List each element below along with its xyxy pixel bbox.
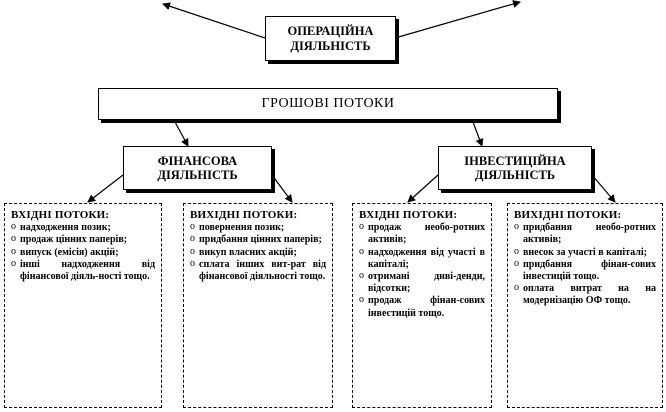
list-item: o продаж цінних паперів;: [11, 234, 155, 246]
operational-activity-box: [265, 16, 396, 61]
arrow-top-right: [395, 2, 520, 38]
list-item: o оплата витрат на на модернізацію ОФ тощо.: [514, 283, 656, 307]
investment-outflows-box: [507, 203, 663, 408]
column-title: ВИХІДНІ ПОТОКИ:: [514, 209, 622, 221]
arrow-financial-in: [88, 175, 123, 202]
arrow-center-to-left: [175, 122, 188, 146]
financial-activity-line1: ФІНАНСОВА: [157, 153, 238, 168]
cash-flows-box: [98, 88, 558, 120]
list-item: o повернення позик;: [190, 222, 326, 234]
column-title: ВИХІДНІ ПОТОКИ:: [190, 209, 298, 221]
column-title: ВХІДНІ ПОТОКИ:: [11, 209, 110, 221]
list-item: o викуп власних акцій;: [190, 247, 326, 259]
financial-activity-box: [123, 146, 272, 190]
investment-activity-box: [438, 146, 592, 190]
arrow-investment-out: [592, 175, 615, 202]
list-item: o внесок за участі в капіталі;: [514, 247, 656, 259]
list-item: o інші надходження від фінансової діяль-ності тощо.: [11, 259, 155, 283]
list-item: o продаж необо-ротних активів;: [359, 222, 485, 246]
column-title: ВХІДНІ ПОТОКИ:: [359, 209, 458, 221]
financial-activity-line2: ДІЯЛЬНІСТЬ: [157, 168, 238, 182]
operational-activity-line2: ДІЯЛЬНІСТЬ: [290, 38, 371, 53]
investment-activity-line1: ІНВЕСТИЦІЙНА: [464, 153, 566, 168]
investment-inflows-box: [352, 203, 492, 408]
arrow-top-left: [163, 4, 265, 38]
list-item: o надходження від участі в капіталі;: [359, 247, 485, 271]
list-item: o придбання необо-ротних активів;: [514, 222, 656, 246]
list-item: o сплата інших вит-рат від фінансової діяльності тощо.: [190, 259, 326, 283]
operational-activity-line1: ОПЕРАЦІЙНА: [287, 24, 374, 39]
investment-activity-line2: ДІЯЛЬНІСТЬ: [474, 168, 556, 182]
list-item: o надходження позик;: [11, 222, 155, 234]
list-item: o придбання цінних паперів;: [190, 234, 326, 246]
arrow-center-to-right: [473, 122, 482, 146]
arrow-investment-in: [408, 175, 438, 202]
financial-inflows-box: [4, 203, 162, 408]
financial-outflows-box: [183, 203, 333, 408]
arrow-financial-out: [272, 175, 292, 202]
list-item: o продаж фінан-сових інвестицій тощо.: [359, 295, 485, 319]
list-item: o придбання фінан-сових інвестицій тощо.: [514, 259, 656, 283]
list-item: o випуск (емісія) акцій;: [11, 247, 155, 259]
list-item: o отримані диві-денди, відсотки;: [359, 271, 485, 295]
cash-flows-label: ГРОШОВІ ПОТОКИ: [261, 95, 395, 111]
